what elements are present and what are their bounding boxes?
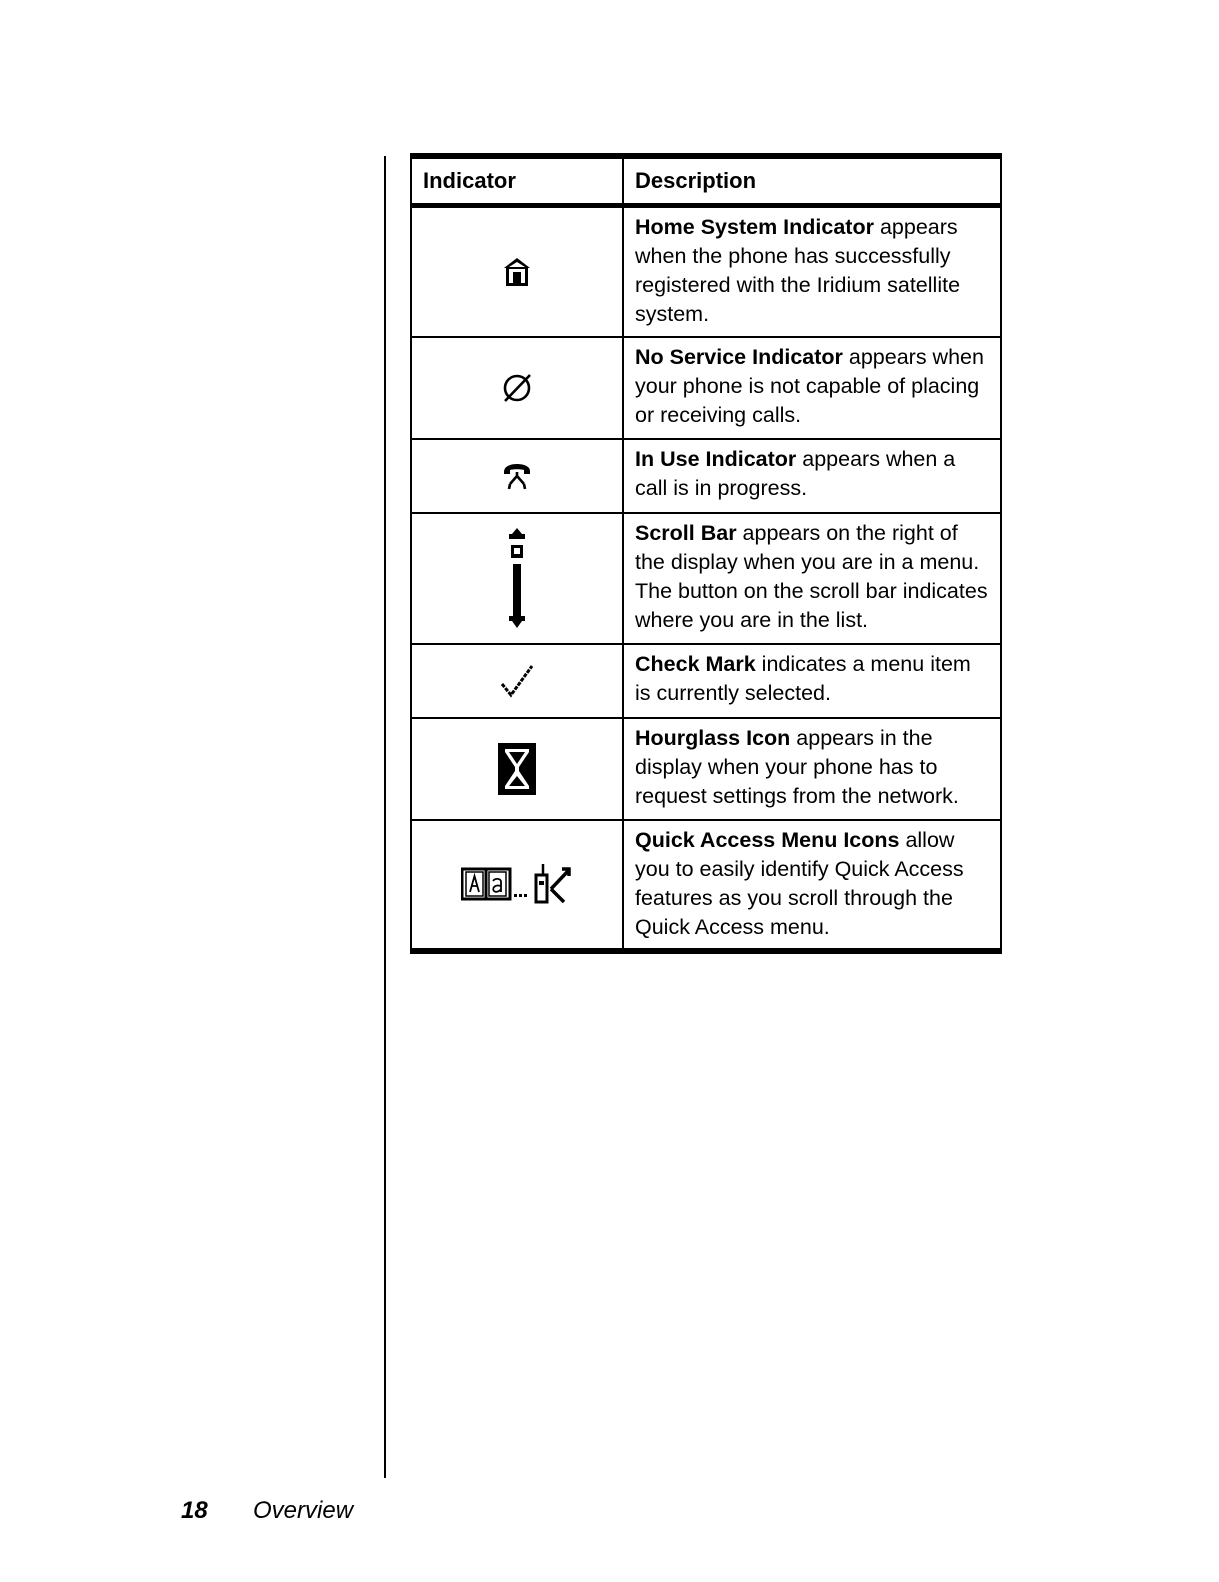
indicator-column-header: Indicator bbox=[411, 156, 623, 206]
scroll-bar-icon bbox=[507, 527, 527, 629]
indicator-table bbox=[410, 153, 1002, 954]
table-header-row bbox=[411, 156, 1001, 206]
home-icon bbox=[503, 257, 531, 287]
ellipsis-icon bbox=[514, 894, 527, 897]
indicator-cell bbox=[411, 718, 623, 820]
row-title: Check Mark bbox=[635, 651, 756, 676]
phone-in-use-icon bbox=[501, 460, 533, 492]
row-text: allow you to easily identify Quick Access features as you scroll through the Quick Access menu. bbox=[635, 827, 964, 939]
description-cell bbox=[623, 206, 1001, 337]
page-number: 18 bbox=[181, 1497, 208, 1524]
hourglass-icon bbox=[498, 743, 536, 795]
margin-rule bbox=[384, 156, 386, 1478]
description-column-header: Description bbox=[623, 156, 1001, 206]
row-title: In Use Indicator bbox=[635, 446, 797, 471]
indicator-cell bbox=[411, 206, 623, 337]
row-text: appears when the phone has successfully registered with the Iridium satellite system. bbox=[635, 215, 961, 326]
row-text: appears when a call is in progress. bbox=[635, 446, 956, 500]
row-title: Quick Access Menu Icons bbox=[635, 827, 900, 852]
table-row bbox=[411, 644, 1001, 718]
phonebook-icon bbox=[462, 869, 510, 899]
row-title: Scroll Bar bbox=[635, 520, 737, 545]
row-title: Home System Indicator bbox=[635, 215, 874, 239]
description-cell bbox=[623, 644, 1001, 718]
indicator-cell bbox=[411, 439, 623, 513]
description-cell bbox=[623, 718, 1001, 820]
description-cell bbox=[623, 337, 1001, 439]
description-cell bbox=[623, 513, 1001, 644]
description-cell bbox=[623, 820, 1001, 951]
satellite-phone-icon bbox=[536, 864, 569, 902]
no-service-icon bbox=[501, 372, 533, 404]
indicator-cell bbox=[411, 820, 623, 951]
description-cell bbox=[623, 439, 1001, 513]
row-text: appears in the display when your phone has to request settings from the network. bbox=[635, 725, 959, 808]
table-row bbox=[411, 718, 1001, 820]
check-mark-icon bbox=[499, 663, 535, 699]
table-row bbox=[411, 206, 1001, 337]
row-title: Hourglass Icon bbox=[635, 725, 791, 750]
table-row bbox=[411, 337, 1001, 439]
indicator-cell bbox=[411, 513, 623, 644]
row-text: appears when your phone is not capable of placing or receiving calls. bbox=[635, 344, 984, 427]
indicator-cell bbox=[411, 644, 623, 718]
row-title: No Service Indicator bbox=[635, 344, 843, 369]
table-row bbox=[411, 439, 1001, 513]
table-row bbox=[411, 513, 1001, 644]
row-text: appears on the right of the display when you are in a menu. The button on the scroll bar indicates where you are in the list. bbox=[635, 520, 988, 632]
quick-access-icons bbox=[461, 863, 573, 905]
indicator-cell bbox=[411, 337, 623, 439]
section-title: Overview bbox=[253, 1497, 354, 1524]
table-row bbox=[411, 820, 1001, 951]
row-text: indicates a menu item is currently selected. bbox=[635, 651, 971, 705]
